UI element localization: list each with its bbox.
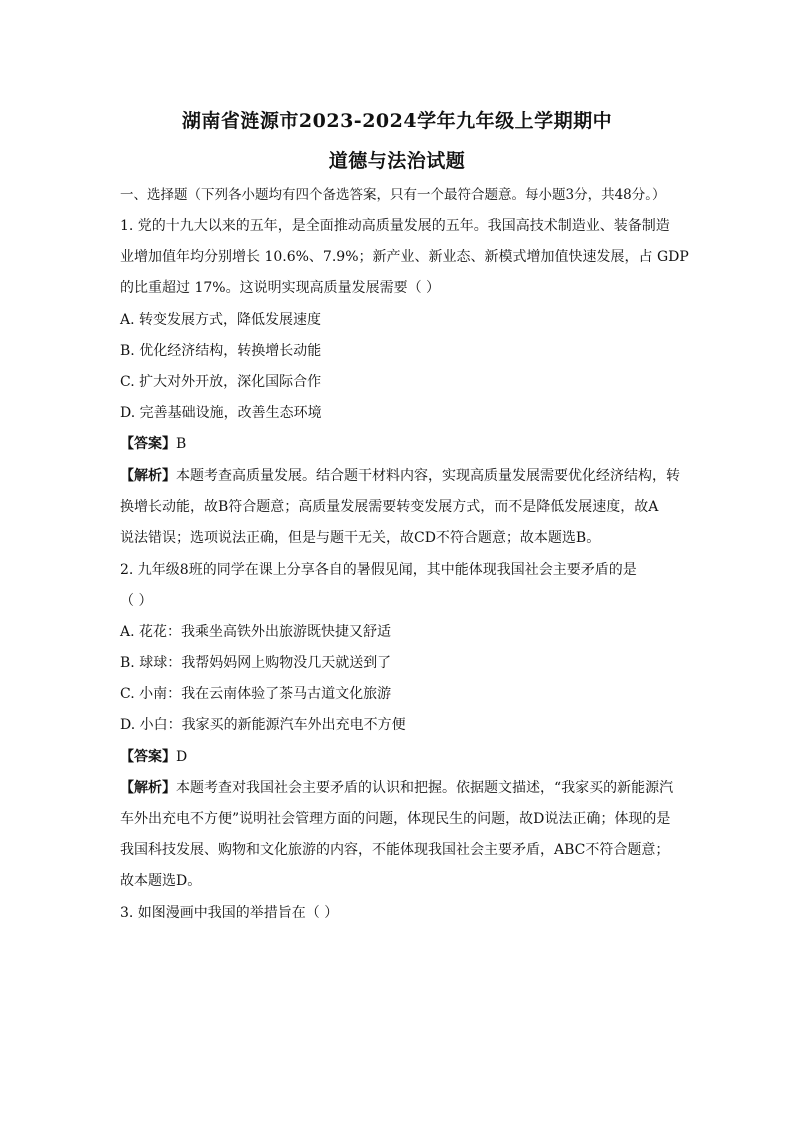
q2-analysis-line1 xyxy=(120,778,680,798)
q1-option-b: B. 优化经济结构，转换增长动能 xyxy=(120,343,322,359)
analysis-label: 【解析】 xyxy=(120,780,176,796)
q2-stem-line1: 2. 九年级8班的同学在课上分享各自的暑假见闻，其中能体现我国社会主要矛盾的是 xyxy=(120,562,637,578)
q2-analysis-line4: 故本题选D。 xyxy=(120,873,202,889)
q1-answer-value: B xyxy=(176,436,187,452)
q2-analysis-line3: 我国科技发展、购物和文化旅游的内容，不能体现我国社会主要矛盾，ABC不符合题意； xyxy=(120,842,670,858)
doc-title-line2: 道德与法治试题 xyxy=(328,150,466,172)
section-heading: 一、选择题（下列各小题均有四个备选答案，只有一个最符合题意。每小题3分，共48分。） xyxy=(120,187,666,203)
q1-option-c: C. 扩大对外开放，深化国际合作 xyxy=(120,374,322,390)
q1-option-d: D. 完善基础设施，改善生态环境 xyxy=(120,405,322,421)
q2-stem-line2: （ ） xyxy=(120,593,153,609)
q1-stem-line1: 1. 党的十九大以来的五年，是全面推动高质量发展的五年。我国高技术制造业、装备制造 xyxy=(120,218,670,234)
q1-stem-line2: 业增加值年均分别增长 10.6%、7.9%；新产业、新业态、新模式增加值快速发展，占 GDP xyxy=(120,249,689,265)
doc-title-line1: 湖南省涟源市2023-2024学年九年级上学期期中 xyxy=(181,110,613,132)
q2-analysis-line2: 车外出充电不方便”说明社会管理方面的问题，体现民生的问题，故D说法正确；体现的是 xyxy=(120,811,671,827)
q2-option-a: A. 花花：我乘坐高铁外出旅游既快捷又舒适 xyxy=(120,624,392,640)
analysis-label: 【解析】 xyxy=(120,468,176,484)
q2-option-d: D. 小白：我家买的新能源汽车外出充电不方便 xyxy=(120,717,406,733)
q1-answer xyxy=(120,434,680,454)
answer-label: 【答案】 xyxy=(120,436,176,452)
q1-option-a: A. 转变发展方式，降低发展速度 xyxy=(120,312,322,328)
q1-stem-line3: 的比重超过 17%。这说明实现高质量发展需要（ ） xyxy=(120,280,441,296)
q1-analysis-text1: 本题考查高质量发展。结合题干材料内容，实现高质量发展需要优化经济结构，转 xyxy=(176,468,680,484)
q2-option-b: B. 球球：我帮妈妈网上购物没几天就送到了 xyxy=(120,655,392,671)
q2-option-c: C. 小南：我在云南体验了茶马古道文化旅游 xyxy=(120,686,392,702)
q2-answer xyxy=(120,747,680,767)
q1-analysis-line2: 换增长动能，故B符合题意；高质量发展需要转变发展方式，而不是降低发展速度，故A xyxy=(120,499,659,515)
q1-analysis-line1 xyxy=(120,466,680,486)
answer-label: 【答案】 xyxy=(120,749,176,765)
q3-stem-line1: 3. 如图漫画中我国的举措旨在（ ） xyxy=(120,905,339,921)
q2-answer-value: D xyxy=(176,749,188,765)
q2-analysis-text1: 本题考查对我国社会主要矛盾的认识和把握。依据题文描述，“我家买的新能源汽 xyxy=(176,780,674,796)
q1-analysis-line3: 说法错误；选项说法正确，但是与题干无关，故CD不符合题意；故本题选B。 xyxy=(120,530,601,546)
